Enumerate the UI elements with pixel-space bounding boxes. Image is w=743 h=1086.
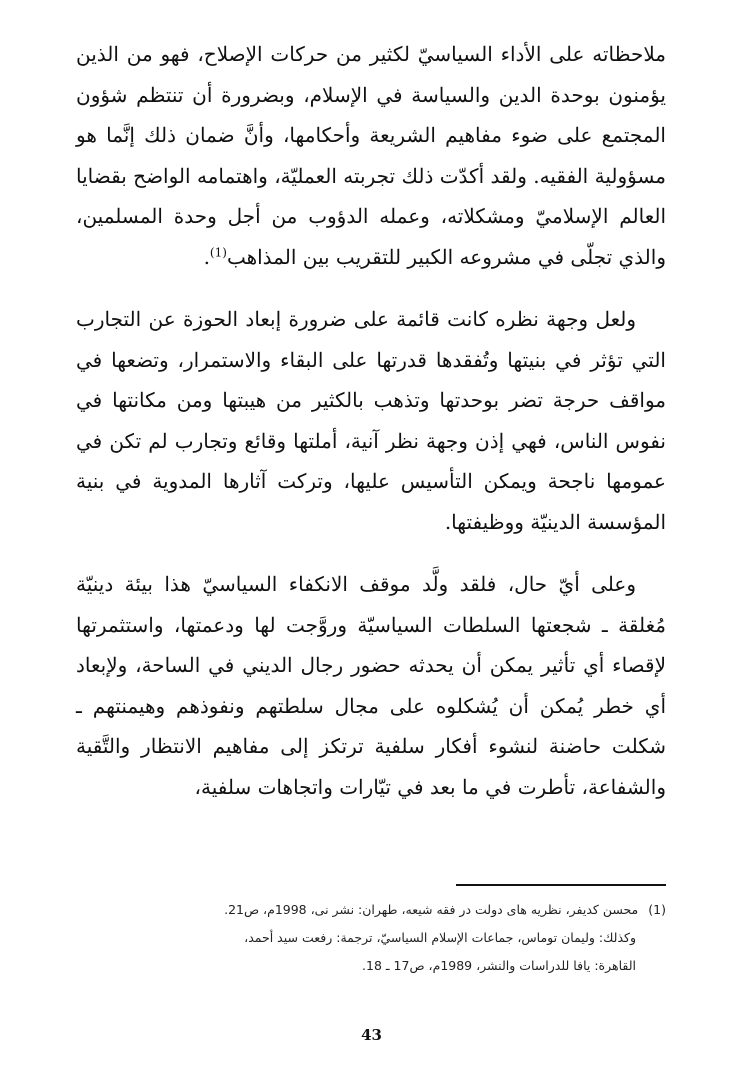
footnote-line-2: وكذلك: وليمان توماس، جماعات الإسلام السياسيّ، ترجمة: رفعت سيد أحمد،	[244, 930, 636, 945]
footnote-line-1	[76, 896, 666, 924]
footnote-reference[interactable]: (1)	[209, 244, 227, 259]
paragraph-text: ملاحظاته على الأداء السياسيّ لكثير من حركات الإصلاح، فهو من الذين يؤمنون بوحدة الدين والسياسة في الإسلام، وبضرورة أن تنتظم شؤون المجتمع على ضوء مفاهيم الشريعة وأحكامها، وأنَّ ضمان ذلك إنَّما هو مسؤولية الفقيه. ولقد أكدّت ذلك تجربته العمليّة، واهتمامه الواضح بقضايا العالم الإسلاميّ ومشكلاته، وعمله الدؤوب من أجل وحدة المسلمين، والذي تجلّى في مشروعه الكبير للتقريب بين المذاهب	[76, 42, 666, 269]
paragraph-political-withdrawal: وعلى أيّ حال، فلقد ولَّد موقف الانكفاء السياسيّ هذا بيئة دينيّة مُغلقة ـ شجعتها السلطات السياسيّة وروَّجت لها ودعمتها، واستثمرتها لإقصاء أي تأثير يمكن أن يحدثه حضور رجال الديني في الساحة، ولإبعاد أي خطر يُمكن أن يُشكلوه على مجال سلطتهم ونفوذهم وهيمنتهم ـ شكلت حاضنة لنشوء أفكار سلفية ترتكز إلى مفاهيم الانتظار والتَّقية والشفاعة، تأطرت في ما بعد في تيّارات واتجاهات سلفية،	[76, 572, 666, 799]
paragraph-hawza: ولعل وجهة نظره كانت قائمة على ضرورة إبعاد الحوزة عن التجارب التي تؤثر في بنيتها وتُفقدها قدرتها على البقاء والاستمرار، وتضعها في مواقف حرجة تضر بوحدتها وتذهب بالكثير من هيبتها ومن مكانتها في نفوس الناس، فهي إذن وجهة نظر آنية، أملتها وقائع وتجارب لم تكن في عمومها ناجحة ويمكن التأسيس عليها، وتركت آثارها المدوية في بنية المؤسسة الدينيّة ووظيفتها.	[76, 307, 666, 534]
footnote-number: (1)	[648, 902, 666, 917]
page-number: 43	[361, 1026, 382, 1044]
paragraph-continuation	[76, 34, 666, 277]
footnote-separator	[456, 884, 666, 886]
footnote-line-3: القاهرة: يافا للدراسات والنشر، 1989م، ص17 ـ 18.	[362, 958, 636, 973]
footnote-text-1: محسن كديفر، نظريه هاى دولت در فقه شيعه، طهران: نشر نى، 1998م، ص21.	[224, 902, 639, 917]
page-body	[76, 30, 666, 807]
paragraph-end-mark: .	[203, 244, 210, 269]
footnotes-section	[76, 896, 666, 980]
